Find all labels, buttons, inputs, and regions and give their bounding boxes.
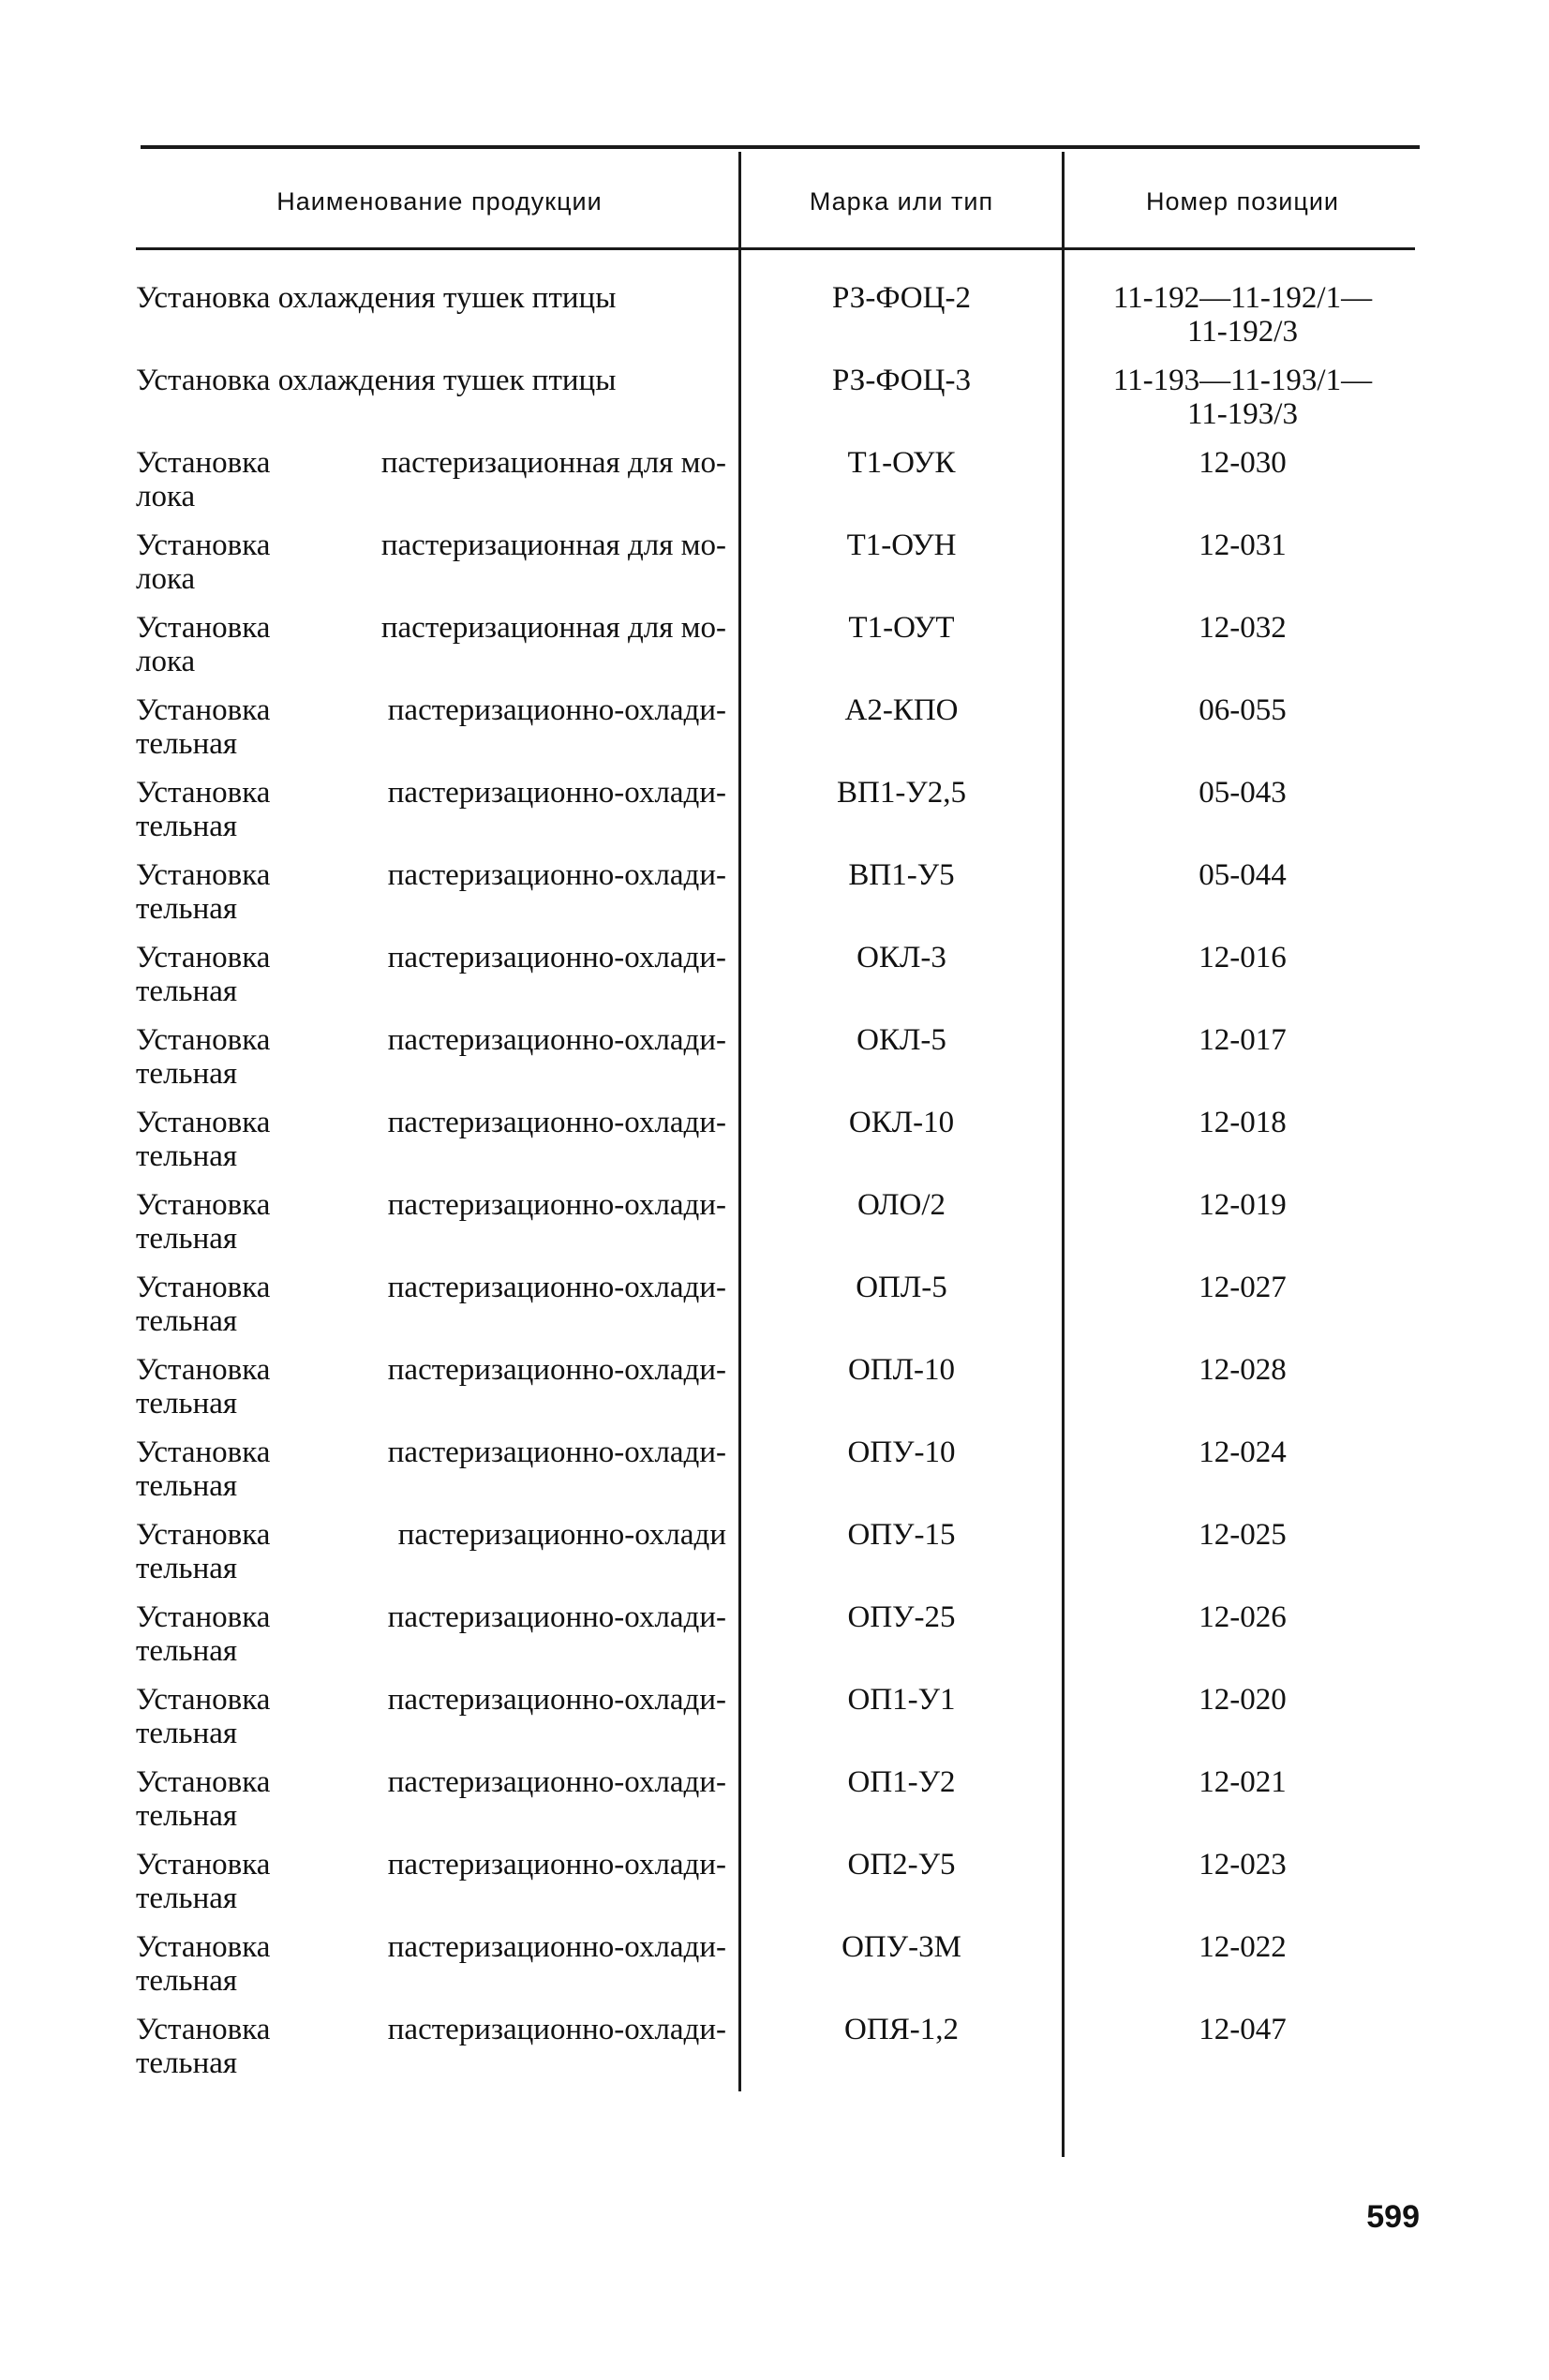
product-name-cell [136, 1600, 726, 1668]
position-number-cell [1065, 1600, 1421, 1634]
table-row [0, 858, 1549, 941]
product-name-line2: тельная [136, 1057, 238, 1091]
position-number-cell [1065, 1518, 1421, 1552]
mark-type-cell: ОПЛ-5 [856, 1271, 947, 1304]
position-number-line1: 05-043 [1199, 776, 1287, 810]
position-number-line1: 12-027 [1199, 1271, 1287, 1304]
product-name-word1: Установка [136, 1188, 271, 1222]
position-number-line1: 12-025 [1199, 1518, 1287, 1552]
position-number-cell [1065, 693, 1421, 727]
table-row [0, 1600, 1549, 1683]
position-number-line1: 12-021 [1199, 1765, 1287, 1799]
table-row [0, 364, 1549, 446]
product-name-word1: Установка [136, 1600, 271, 1634]
position-number-line1: 12-018 [1199, 1106, 1287, 1139]
mark-type-cell: ОПУ-15 [847, 1518, 956, 1552]
table-row [0, 1435, 1549, 1518]
position-number-line1: 05-044 [1199, 858, 1287, 892]
product-name-line2: тельная [136, 1139, 238, 1173]
mark-type-cell: ОКЛ-3 [856, 941, 946, 974]
product-name-word2: пастеризационно-охлади- [387, 858, 726, 892]
product-name-line2: тельная [136, 1304, 238, 1338]
product-name-line2: лока [136, 480, 196, 513]
product-name-word2: пастеризационно-охлади- [387, 776, 726, 810]
product-name-word2: пастеризационно-охлади- [387, 2013, 726, 2046]
product-name-word2: пастеризационно-охлади- [387, 1930, 726, 1964]
table-row [0, 776, 1549, 858]
product-name-cell [136, 281, 726, 315]
mark-type-cell: Т1-ОУН [846, 528, 957, 562]
product-name-cell [136, 528, 726, 596]
mark-type-cell: Т1-ОУТ [848, 611, 955, 645]
page-number: 599 [1366, 2199, 1420, 2235]
product-name-cell [136, 1518, 726, 1585]
position-number-cell [1065, 1765, 1421, 1799]
position-number-cell [1065, 941, 1421, 974]
position-number-cell [1065, 1023, 1421, 1057]
position-number-cell [1065, 1435, 1421, 1469]
product-name-word2: пастеризационно-охлади- [387, 1106, 726, 1139]
product-name-word2: пастеризационно-охлади- [387, 1435, 726, 1469]
product-name-cell [136, 693, 726, 761]
mark-type-cell: ОЛО/2 [856, 1188, 946, 1222]
product-name-cell [136, 1023, 726, 1091]
table-row [0, 1848, 1549, 1930]
product-name-line2: тельная [136, 1552, 238, 1585]
product-name-word1: Установка [136, 1848, 271, 1882]
product-name-line2: тельная [136, 2046, 238, 2080]
position-number-cell [1065, 1188, 1421, 1222]
product-name-word2: пастеризационная для мо- [380, 528, 726, 562]
product-name-line2: тельная [136, 1469, 238, 1503]
mark-type-cell: РЗ-ФОЦ-3 [832, 364, 971, 397]
product-name-line2: тельная [136, 810, 238, 843]
position-number-line1: 12-016 [1199, 941, 1287, 974]
position-number-cell [1065, 2013, 1421, 2046]
mark-type-cell: ОПУ-10 [847, 1435, 956, 1469]
product-name-word1: Установка [136, 528, 271, 562]
table-row [0, 1353, 1549, 1435]
product-name-word1: Установка [136, 446, 271, 480]
position-number-cell [1065, 611, 1421, 645]
product-name-line2: тельная [136, 974, 238, 1008]
product-name-line2: тельная [136, 1882, 238, 1915]
position-number-line1: 12-026 [1199, 1600, 1287, 1634]
product-name-word2: пастеризационно-охлади- [387, 1271, 726, 1304]
mark-type-cell: Т1-ОУК [847, 446, 956, 480]
product-name-line2: тельная [136, 1387, 238, 1421]
mark-type-cell: ОП1-У2 [847, 1765, 956, 1799]
product-name-line2: тельная [136, 1799, 238, 1833]
position-number-line1: 12-017 [1199, 1023, 1287, 1057]
position-number-cell [1065, 1106, 1421, 1139]
position-number-line2: 11-192/3 [1187, 315, 1298, 349]
table-row [0, 528, 1549, 611]
product-name-word2: пастеризационно-охлади- [387, 1023, 726, 1057]
position-number-line2: 11-193/3 [1187, 397, 1298, 431]
product-name-word1: Установка [136, 776, 271, 810]
product-name-word1: Установка [136, 1435, 271, 1469]
product-name-cell [136, 1188, 726, 1256]
position-number-line1: 12-020 [1199, 1683, 1287, 1717]
position-number-line1: 12-032 [1199, 611, 1287, 645]
position-number-line1: 06-055 [1199, 693, 1287, 727]
product-name-word1: Установка [136, 1683, 271, 1717]
product-name-cell [136, 941, 726, 1008]
position-number-line1: 12-019 [1199, 1188, 1287, 1222]
product-name-word1: Установка [136, 1271, 271, 1304]
product-name-word2: пастеризационно-охлади- [387, 693, 726, 727]
product-name-word1: Установка [136, 1518, 271, 1552]
position-number-cell [1065, 1353, 1421, 1387]
product-name-line2: тельная [136, 1964, 238, 1998]
position-number-line1: 12-028 [1199, 1353, 1287, 1387]
table-row [0, 1106, 1549, 1188]
position-number-cell [1065, 776, 1421, 810]
position-number-cell [1065, 858, 1421, 892]
position-number-line1: 12-031 [1199, 528, 1287, 562]
position-number-line1: 11-193—11-193/1— [1112, 364, 1373, 397]
product-name-word1: Установка [136, 693, 271, 727]
table-row [0, 1518, 1549, 1600]
position-number-cell [1065, 446, 1421, 480]
product-name-cell [136, 1353, 726, 1421]
table-row [0, 281, 1549, 364]
product-name-line2: тельная [136, 1222, 238, 1256]
product-name-line1: Установка охлаждения тушек птицы [136, 364, 617, 397]
header-mark-type: Марка или тип [809, 187, 994, 216]
mark-type-cell: ОКЛ-10 [848, 1106, 955, 1139]
mark-type-cell: ОПЛ-10 [847, 1353, 956, 1387]
product-name-line2: лока [136, 645, 196, 678]
mark-type-cell: РЗ-ФОЦ-2 [832, 281, 971, 315]
product-name-word1: Установка [136, 2013, 271, 2046]
table-row [0, 1930, 1549, 2013]
position-number-cell [1065, 528, 1421, 562]
product-name-word2: пастеризационная для мо- [380, 611, 726, 645]
product-name-word1: Установка [136, 858, 271, 892]
product-name-cell [136, 611, 726, 678]
product-name-word2: пастеризационная для мо- [380, 446, 726, 480]
product-name-cell [136, 858, 726, 926]
product-name-word2: пастеризационно-охлади- [387, 941, 726, 974]
position-number-line1: 12-047 [1199, 2013, 1287, 2046]
product-name-line2: тельная [136, 892, 238, 926]
position-number-cell [1065, 364, 1421, 431]
table-row [0, 1188, 1549, 1271]
position-number-cell [1065, 1271, 1421, 1304]
product-name-line2: тельная [136, 1717, 238, 1750]
product-name-cell [136, 1106, 726, 1173]
mark-type-cell: ОПУ-3М [842, 1930, 961, 1964]
product-name-cell [136, 1848, 726, 1915]
product-name-word1: Установка [136, 1353, 271, 1387]
position-number-line1: 12-030 [1199, 446, 1287, 480]
table-row [0, 1683, 1549, 1765]
mark-type-cell: А2-КПО [844, 693, 959, 727]
product-name-line2: лока [136, 562, 196, 596]
product-name-cell [136, 1765, 726, 1833]
product-name-word1: Установка [136, 1765, 271, 1799]
product-name-word1: Установка [136, 1106, 271, 1139]
product-name-line2: тельная [136, 1634, 238, 1668]
position-number-line1: 12-022 [1199, 1930, 1287, 1964]
table-header-rule [136, 247, 1415, 250]
product-name-cell [136, 446, 726, 513]
mark-type-cell: ВП1-У5 [848, 858, 955, 892]
product-name-word2: пастеризационно-охлади- [387, 1765, 726, 1799]
table-row [0, 1023, 1549, 1106]
product-name-word1: Установка [136, 941, 271, 974]
product-name-word2: пастеризационно-охлади- [387, 1353, 726, 1387]
mark-type-cell: ОПУ-25 [847, 1600, 956, 1634]
product-name-word2: пастеризационно-охлади- [387, 1188, 726, 1222]
mark-type-cell: ОП1-У1 [847, 1683, 956, 1717]
table-row [0, 1765, 1549, 1848]
product-name-cell [136, 1271, 726, 1338]
table-row [0, 941, 1549, 1023]
table-top-rule [141, 145, 1420, 149]
position-number-line1: 12-024 [1199, 1435, 1287, 1469]
product-name-cell [136, 2013, 726, 2080]
product-name-cell [136, 1930, 726, 1998]
mark-type-cell: ВП1-У2,5 [837, 776, 966, 810]
position-number-cell [1065, 1848, 1421, 1882]
table-row [0, 693, 1549, 776]
table-row [0, 2013, 1549, 2095]
product-name-word2: пастеризационно-охлади- [387, 1848, 726, 1882]
product-name-word1: Установка [136, 611, 271, 645]
table-row [0, 1271, 1549, 1353]
position-number-cell [1065, 1683, 1421, 1717]
mark-type-cell: ОКЛ-5 [856, 1023, 946, 1057]
product-name-word2: пастеризационно-охлади [397, 1518, 726, 1552]
product-name-word1: Установка [136, 1930, 271, 1964]
position-number-cell [1065, 1930, 1421, 1964]
product-name-line1: Установка охлаждения тушек птицы [136, 281, 617, 315]
position-number-line1: 12-023 [1199, 1848, 1287, 1882]
header-position-number: Номер позиции [1145, 187, 1340, 216]
product-name-word1: Установка [136, 1023, 271, 1057]
product-name-cell [136, 364, 726, 397]
product-name-cell [136, 1435, 726, 1503]
product-name-cell [136, 1683, 726, 1750]
mark-type-cell: ОП2-У5 [847, 1848, 956, 1882]
product-name-line2: тельная [136, 727, 238, 761]
product-name-cell [136, 776, 726, 843]
product-name-word2: пастеризационно-охлади- [387, 1683, 726, 1717]
position-number-line1: 11-192—11-192/1— [1112, 281, 1373, 315]
table-row [0, 446, 1549, 528]
mark-type-cell: ОПЯ-1,2 [844, 2013, 959, 2046]
product-name-word2: пастеризационно-охлади- [387, 1600, 726, 1634]
header-product-name: Наименование продукции [276, 187, 603, 216]
position-number-cell [1065, 281, 1421, 349]
table-row [0, 611, 1549, 693]
table-body [0, 281, 1549, 2095]
